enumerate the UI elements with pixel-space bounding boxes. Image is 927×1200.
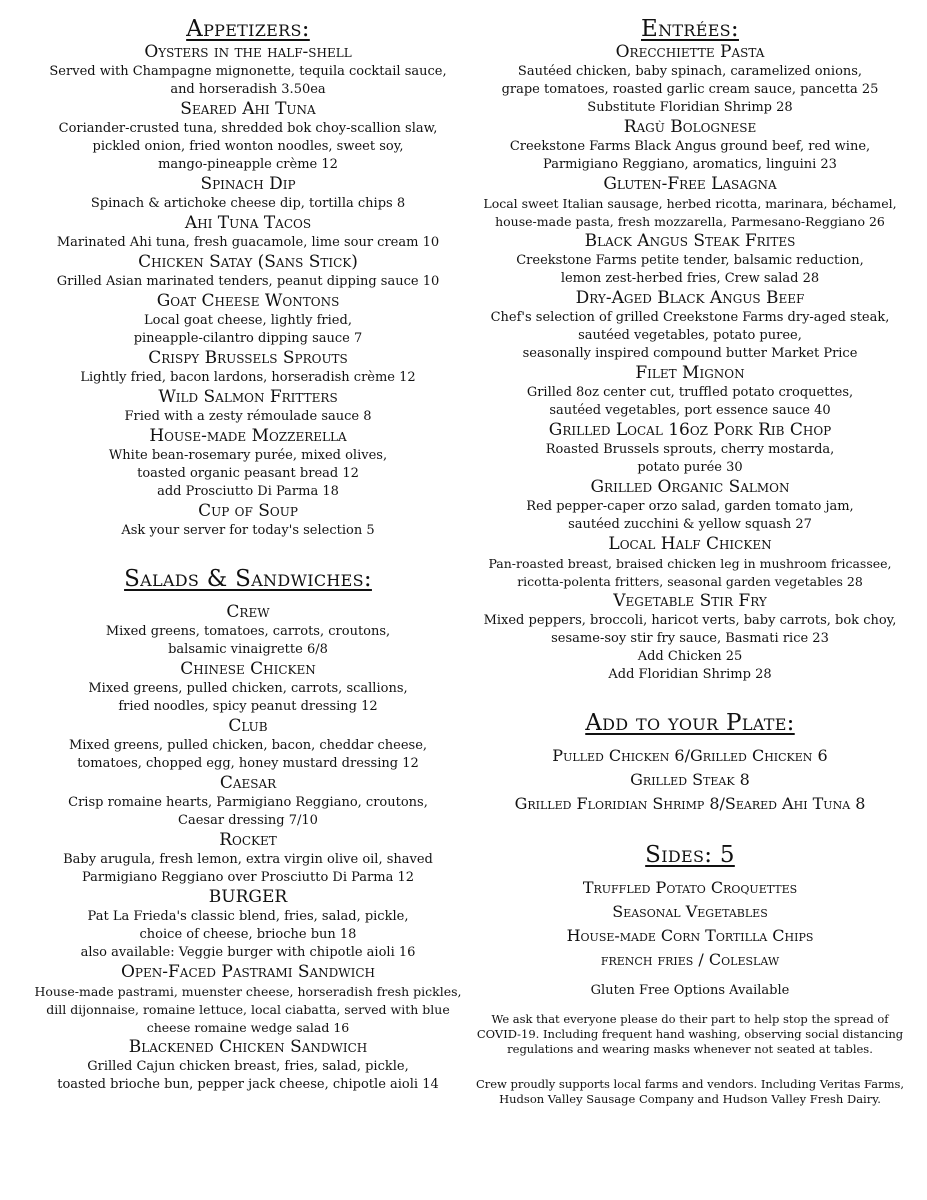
side-line: Truffled Potato Croquettes [582,878,798,897]
item-name: Black Angus Steak Frites [584,231,796,251]
item-description: Grilled 8oz center cut, truffled potato croquettes, sautéed vegetables, port essence sauce 40 [526,385,854,418]
item-description: Baby arugula, fresh lemon, extra virgin olive oil, shaved Parmigiano Reggiano over Prosciutto Di Parma 12 [63,852,433,885]
item-description: Mixed greens, pulled chicken, bacon, cheddar cheese, tomatoes, chopped egg, honey mustard dressing 12 [68,738,428,771]
gluten-free-note: Gluten Free Options Available [590,983,790,998]
item-name: Grilled Local 16oz Pork Rib Chop [548,420,832,440]
add-to-plate-list [474,744,906,816]
add-on-line: Grilled Steak 8 [630,770,750,789]
item-name: Rocket [219,830,277,850]
local-farms-note: Crew proudly supports local farms and vendors. Including Veritas Farms, Hudson Valley Sausage Company and Hudson Valley Fresh Dairy. [475,1077,905,1106]
menu-item [474,363,906,420]
item-name: Wild Salmon Fritters [158,387,338,407]
menu-item [22,291,474,348]
item-description: Mixed greens, tomatoes, carrots, croutons, balsamic vinaigrette 6/8 [105,624,391,657]
item-description: Roasted Brussels sprouts, cherry mostarda, potato purée 30 [545,442,835,475]
entrees-list [474,42,906,684]
item-description: House-made pastrami, muenster cheese, horseradish fresh pickles, dill dijonnaise, romaine lettuce, local ciabatta, served with blue cheese romaine wedge salad 16 [34,984,462,1035]
item-description: Sautéed chicken, baby spinach, caramelized onions, grape tomatoes, roasted garlic cream sauce, pancetta 25 Substitute Floridian Shrimp 28 [501,64,879,115]
right-column [474,16,906,1107]
menu-item [22,1037,474,1094]
item-name: Crew [226,602,270,622]
menu-item [22,213,474,252]
item-name: Dry-Aged Black Angus Beef [575,288,805,308]
side-line: House-made Corn Tortilla Chips [566,926,814,945]
item-description: Local goat cheese, lightly fried, pineapple-cilantro dipping sauce 7 [133,313,363,346]
menu-item [22,252,474,291]
item-name: Local Half Chicken [608,534,772,554]
item-name: Ragù Bolognese [623,117,757,137]
menu-item [22,174,474,213]
menu-item [22,830,474,887]
item-description: Spinach & artichoke cheese dip, tortilla chips 8 [90,196,406,211]
menu-item [22,602,474,659]
menu-item [22,659,474,716]
item-name: Blackened Chicken Sandwich [128,1037,368,1057]
add-on-line: Pulled Chicken 6/Grilled Chicken 6 [552,746,828,765]
sides-heading: Sides: 5 [645,842,735,868]
item-description: Local sweet Italian sausage, herbed ricotta, marinara, béchamel, house-made pasta, fresh mozzarella, Parmesano-Reggiano 26 [483,196,897,229]
item-description: Grilled Asian marinated tenders, peanut dipping sauce 10 [56,274,440,289]
item-name: Gluten-Free Lasagna [603,174,777,194]
item-name: Open-Faced Pastrami Sandwich [120,962,376,982]
menu-item [474,591,906,684]
menu-item [22,501,474,540]
item-description: Red pepper-caper orzo salad, garden tomato jam, sautéed zucchini & yellow squash 27 [526,499,854,532]
salads-heading: Salads & Sandwiches: [124,566,372,592]
item-description: Pan-roasted breast, braised chicken leg in mushroom fricassee, ricotta-polenta fritters, seasonal garden vegetables 28 [488,556,892,589]
appetizers-list [22,42,474,540]
item-description: Creekstone Farms Black Angus ground beef, red wine, Parmigiano Reggiano, aromatics, linguini 23 [509,139,871,172]
item-description: Ask your server for today's selection 5 [121,523,375,538]
item-name: Chinese Chicken [180,659,316,679]
menu-item [474,534,906,591]
menu-item [22,716,474,773]
item-name: Ahi Tuna Tacos [184,213,312,233]
side-line: french fries / Coleslaw [600,950,780,969]
covid-note: We ask that everyone please do their part to help stop the spread of COVID-19. Including frequent hand washing, observing social distancing regulations and wearing masks whenever not seated at tables. [476,1012,904,1056]
item-description: White bean-rosemary purée, mixed olives, toasted organic peasant bread 12 add Prosciutto Di Parma 18 [108,448,388,499]
item-name: Orecchiette Pasta [615,42,765,62]
appetizers-heading: Appetizers: [186,16,310,42]
add-on-line: Grilled Floridian Shrimp 8/Seared Ahi Tuna 8 [514,794,866,813]
menu-item [474,477,906,534]
item-name: Goat Cheese Wontons [156,291,340,311]
menu-item [22,99,474,174]
item-name: Vegetable Stir Fry [613,591,767,611]
item-name: Oysters in the half-shell [144,42,352,62]
item-name: Chicken Satay (Sans Stick) [138,252,358,272]
item-description: Mixed greens, pulled chicken, carrots, scallions, fried noodles, spicy peanut dressing 12 [88,681,408,714]
item-name: Caesar [219,773,277,793]
salads-list [22,602,474,1094]
item-name: Crispy Brussels Sprouts [148,348,348,368]
item-description: Coriander-crusted tuna, shredded bok choy-scallion slaw, pickled onion, fried wonton noodles, sweet soy, mango-pineapple crème 12 [58,121,438,172]
item-name: BURGER [208,887,288,907]
item-name: Grilled Organic Salmon [590,477,790,497]
menu-item [474,117,906,174]
menu-item [474,288,906,363]
menu-item [22,348,474,387]
add-to-plate-heading: Add to your Plate: [585,710,795,736]
menu-item [22,42,474,99]
menu-item [22,426,474,501]
menu-item [474,420,906,477]
menu-item [474,231,906,288]
item-description: Pat La Frieda's classic blend, fries, salad, pickle, choice of cheese, brioche bun 18 also available: Veggie burger with chipotle aioli 16 [80,909,416,960]
item-description: Chef's selection of grilled Creekstone Farms dry-aged steak, sautéed vegetables, potato puree, seasonally inspired compound butter Market Price [490,310,890,361]
sides-list [474,876,906,972]
item-description: Served with Champagne mignonette, tequila cocktail sauce, and horseradish 3.50ea [49,64,447,97]
item-description: Grilled Cajun chicken breast, fries, salad, pickle, toasted brioche bun, pepper jack cheese, chipotle aioli 14 [57,1059,439,1092]
menu-item [22,887,474,962]
side-line: Seasonal Vegetables [612,902,768,921]
menu-item [474,174,906,231]
item-description: Crisp romaine hearts, Parmigiano Reggiano, croutons, Caesar dressing 7/10 [68,795,428,828]
item-name: Seared Ahi Tuna [180,99,316,119]
entrees-heading: Entrées: [641,16,739,42]
menu-item [22,387,474,426]
item-name: Cup of Soup [198,501,298,521]
menu-item [22,962,474,1037]
item-name: Spinach Dip [200,174,296,194]
item-description: Fried with a zesty rémoulade sauce 8 [124,409,372,424]
item-description: Marinated Ahi tuna, fresh guacamole, lime sour cream 10 [56,235,440,250]
menu-item [22,773,474,830]
item-description: Lightly fried, bacon lardons, horseradish crème 12 [80,370,416,385]
menu-item [474,42,906,117]
item-description: Creekstone Farms petite tender, balsamic reduction, lemon zest-herbed fries, Crew salad 28 [516,253,864,286]
item-name: House-made Mozzerella [149,426,347,446]
item-name: Club [228,716,268,736]
left-column [22,16,474,1094]
item-name: Filet Mignon [635,363,745,383]
item-description: Mixed peppers, broccoli, haricot verts, baby carrots, bok choy, sesame-soy stir fry sauce, Basmati rice 23 Add Chicken 25 Add Floridian Shrimp 28 [483,613,897,682]
